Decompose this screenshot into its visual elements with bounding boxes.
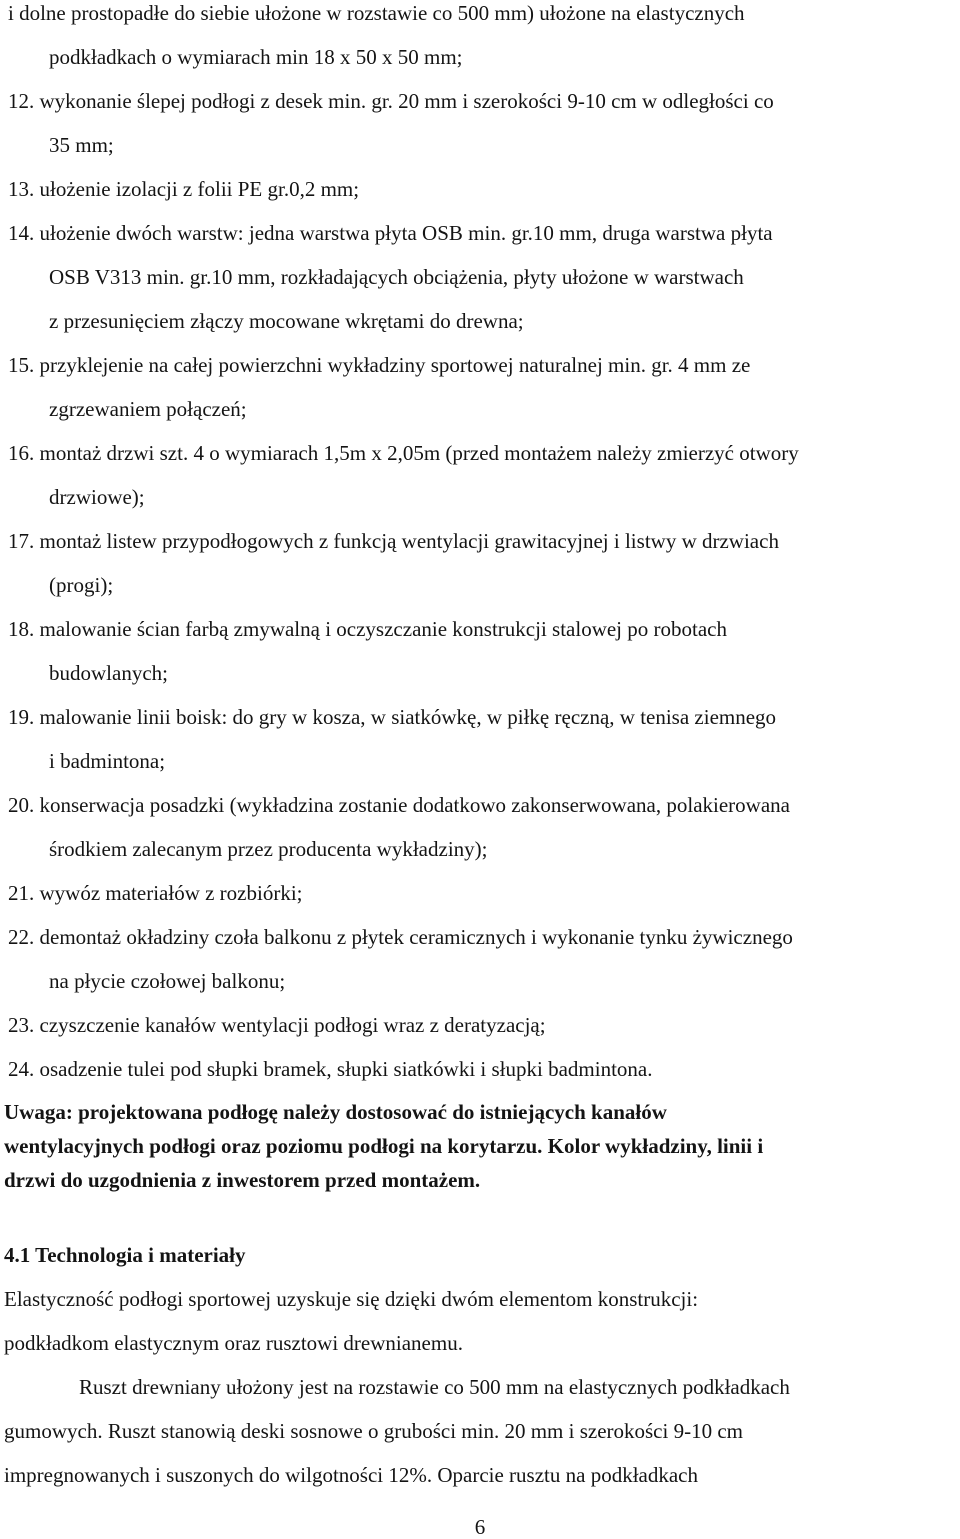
list-item-23: 23. czyszczenie kanałów wentylacji podłogi wraz z deratyzacją; [8,1013,546,1037]
list-item-line: środkiem zalecanym przez producenta wykładziny); [49,837,488,861]
section-heading: 4.1 Technologia i materiały [4,1243,246,1267]
page-number: 6 [474,1515,486,1539]
list-item-line: (progi); [49,573,114,597]
paragraph-line: podkładkom elastycznym oraz rusztowi drewnianemu. [4,1331,463,1355]
list-item-20: 20. konserwacja posadzki (wykładzina zostanie dodatkowo zakonserwowana, polakierowana [8,793,790,817]
paragraph-line: impregnowanych i suszonych do wilgotności 12%. Oparcie rusztu na podkładkach [4,1463,698,1487]
list-item-19: 19. malowanie linii boisk: do gry w kosza, w siatkówkę, w piłkę ręczną, w tenisa ziemnego [8,705,777,729]
list-item-12: 12. wykonanie ślepej podłogi z desek min. gr. 20 mm i szerokości 9-10 cm w odległości co [8,89,774,113]
paragraph-line: gumowych. Ruszt stanowią deski sosnowe o grubości min. 20 mm i szerokości 9-10 cm [4,1419,743,1443]
list-item-line: na płycie czołowej balkonu; [49,969,286,993]
list-item-line: podkładkach o wymiarach min 18 x 50 x 50 mm; [49,45,463,69]
list-item-13: 13. ułożenie izolacji z folii PE gr.0,2 mm; [8,177,360,201]
list-item-15: 15. przyklejenie na całej powierzchni wykładziny sportowej naturalnej min. gr. 4 mm ze [8,353,751,377]
note-line: drzwi do uzgodnienia z inwestorem przed montażem. [4,1168,481,1192]
list-item-line: zgrzewaniem połączeń; [49,397,247,421]
note-line: Uwaga: projektowana podłogę należy dostosować do istniejących kanałów [4,1100,667,1124]
list-item-line: 35 mm; [49,133,114,157]
list-item-14: 14. ułożenie dwóch warstw: jedna warstwa płyta OSB min. gr.10 mm, druga warstwa płyta [8,221,773,245]
list-item-16: 16. montaż drzwi szt. 4 o wymiarach 1,5m x 2,05m (przed montażem należy zmierzyć otwory [8,441,799,465]
list-item-17: 17. montaż listew przypodłogowych z funkcją wentylacji grawitacyjnej i listwy w drzwiach [8,529,779,553]
paragraph-line: Elastyczność podłogi sportowej uzyskuje się dzięki dwóm elementom konstrukcji: [4,1287,699,1311]
list-item-line: budowlanych; [49,661,168,685]
list-item-18: 18. malowanie ścian farbą zmywalną i oczyszczanie konstrukcji stalowej po robotach [8,617,727,641]
paragraph-line: Ruszt drewniany ułożony jest na rozstawie co 500 mm na elastycznych podkładkach [79,1375,790,1399]
note-line: wentylacyjnych podłogi oraz poziomu podłogi na korytarzu. Kolor wykładziny, linii i [4,1134,764,1158]
list-item-line: drzwiowe); [49,485,145,509]
list-item-22: 22. demontaż okładziny czoła balkonu z płytek ceramicznych i wykonanie tynku żywicznego [8,925,793,949]
list-item-line: OSB V313 min. gr.10 mm, rozkładających obciążenia, płyty ułożone w warstwach [49,265,744,289]
list-item-24: 24. osadzenie tulei pod słupki bramek, słupki siatkówki i słupki badmintona. [8,1057,653,1081]
list-item-line: z przesunięciem złączy mocowane wkrętami do drewna; [49,309,524,333]
list-item-21: 21. wywóz materiałów z rozbiórki; [8,881,303,905]
list-item-line: i dolne prostopadłe do siebie ułożone w rozstawie co 500 mm) ułożone na elastycznych [8,1,745,25]
list-item-line: i badmintona; [49,749,166,773]
